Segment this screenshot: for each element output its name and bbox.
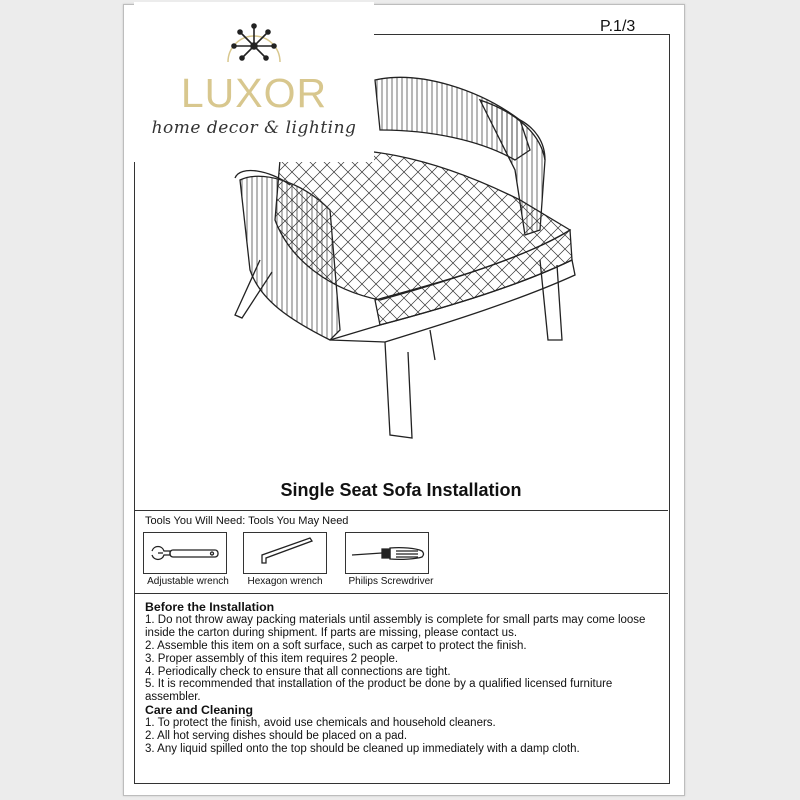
- care-heading: Care and Cleaning: [145, 703, 253, 718]
- care-item: 1. To protect the finish, avoid use chemicals and household cleaners.: [145, 717, 496, 730]
- brand-logo: [134, 2, 374, 162]
- brand-name: LUXOR: [180, 70, 328, 116]
- starburst-logo-icon: [222, 16, 286, 68]
- tool-box-hexagon-wrench: [243, 532, 327, 574]
- tool-box-adjustable-wrench: [143, 532, 227, 574]
- tool-box-philips-screwdriver: [345, 532, 429, 574]
- tools-heading: Tools You Will Need: Tools You May Need: [145, 515, 349, 527]
- care-item: 3. Any liquid spilled onto the top should be cleaned up immediately with a damp cloth.: [145, 742, 580, 755]
- before-item: 2. Assemble this item on a soft surface, such as carpet to protect the finish.: [145, 639, 527, 652]
- before-item: 1. Do not throw away packing materials until assembly is complete for small parts may come loose inside the carton during shipment. If parts are missing, please contact us.: [145, 613, 646, 639]
- instructions-section: [145, 601, 657, 756]
- before-heading: Before the Installation: [145, 600, 275, 614]
- page-number: P.1/3: [600, 18, 636, 35]
- brand-tagline: home decor & lighting: [151, 118, 357, 138]
- tool-label: Adjustable wrench: [147, 576, 229, 587]
- divider-bottom: [134, 593, 668, 594]
- before-item: 5. It is recommended that installation of the product be done by a qualified licensed furniture assembler.: [145, 678, 613, 704]
- before-item: 3. Proper assembly of this item requires 2 people.: [145, 652, 399, 665]
- tool-label: Hexagon wrench: [247, 576, 323, 587]
- before-item: 4. Periodically check to ensure that all connections are tight.: [145, 665, 451, 678]
- adjustable-wrench-icon: [144, 533, 226, 573]
- care-item: 2. All hot serving dishes should be placed on a pad.: [145, 730, 408, 743]
- hex-key-icon: [244, 533, 326, 573]
- page-title: Single Seat Sofa Installation: [280, 480, 522, 500]
- divider-top: [134, 510, 668, 511]
- tool-label: Philips Screwdriver: [348, 576, 434, 587]
- screwdriver-icon: [346, 533, 428, 573]
